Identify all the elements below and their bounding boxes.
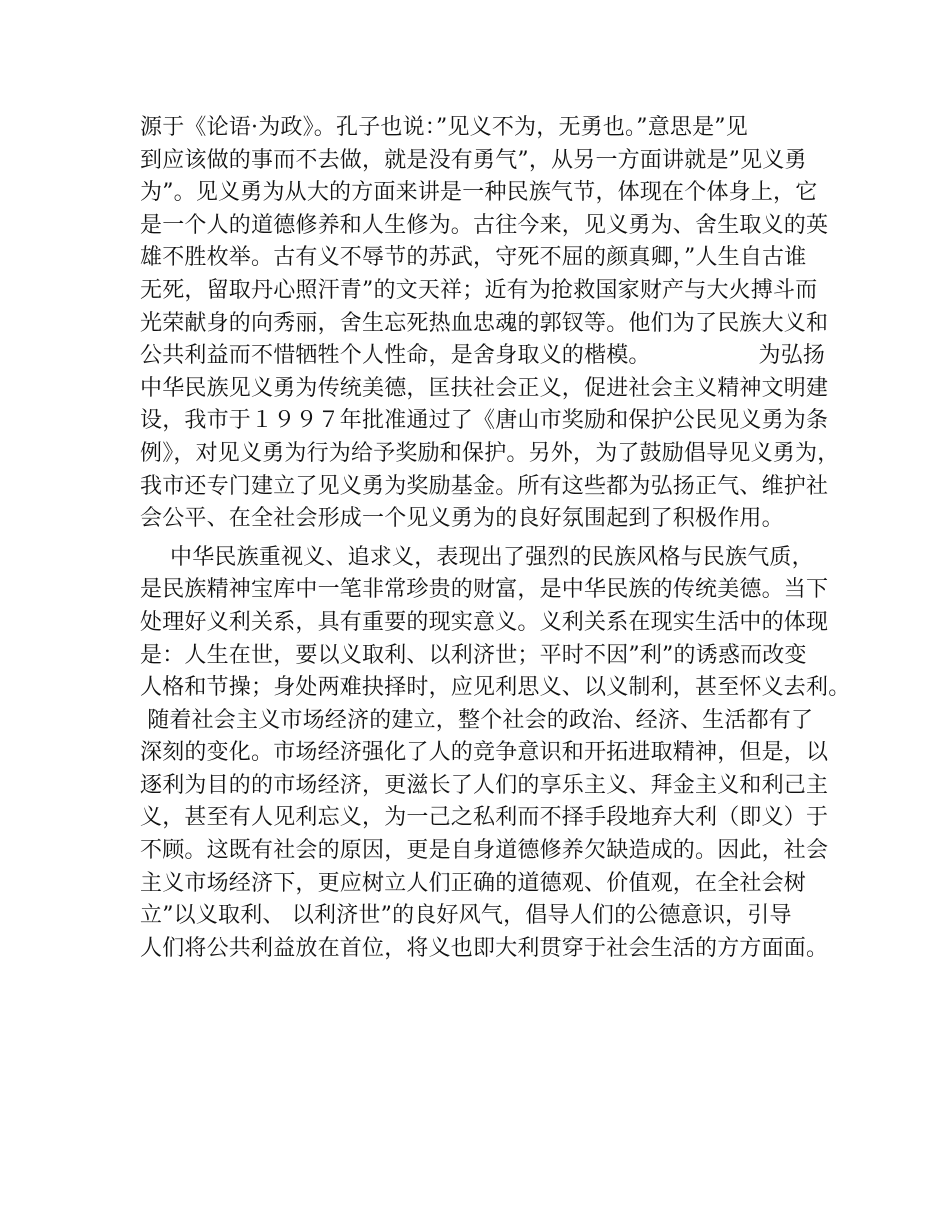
text-line: 我市还专门建立了见义勇为奖励基金。所有这些都为弘扬正气、维护社 — [140, 473, 829, 499]
text-line: 为”。见义勇为从大的方面来讲是一种民族气节，体现在个体身上，它 — [140, 180, 818, 206]
text-line: 到应该做的事而不去做，就是没有勇气”，从另一方面讲就是”见义勇 — [140, 147, 807, 173]
text-line: 无死，留取丹心照汗青”的文天祥；近有为抢救国家财产与大火搏斗而 — [140, 277, 818, 303]
text-line: 例》，对见义勇为行为给予奖励和保护。另外，为了鼓励倡导见义勇为， — [140, 440, 840, 466]
text-line: 人们将公共利益放在首位，将义也即大利贯穿于社会生活的方方面面。 — [140, 935, 829, 961]
text-line: 随着社会主义市场经济的建立，整个社会的政治、经济、生活都有了 — [140, 707, 814, 733]
text-line: 雄不胜枚举。古有义不辱节的苏武，守死不屈的颜真卿，”人生自古谁 — [140, 245, 807, 271]
text-line: 主义市场经济下，更应树立人们正确的道德观、价值观，在全社会树 — [140, 870, 807, 896]
text-line: 立”以义取利、 以利济世”的良好风气，倡导人们的公德意识，引导 — [140, 903, 792, 929]
text-line: 中华民族见义勇为传统美德，匡扶社会正义，促进社会主义精神文明建 — [140, 375, 829, 401]
text-line: 是：人生在世，要以义取利、以利济世；平时不因”利”的诱惑而改变 — [140, 642, 807, 668]
text-line: 是民族精神宝库中一笔非常珍贵的财富，是中华民族的传统美德。当下 — [140, 577, 829, 603]
paragraph-start-line: 中华民族重视义、追求义，表现出了强烈的民族风格与民族气质， — [170, 544, 814, 570]
text-line: 光荣献身的向秀丽，舍生忘死热血忠魂的郭钗等。他们为了民族大义和 — [140, 310, 829, 336]
text-line: 公共利益而不惜牺牲个人性命，是舍身取义的楷模。 为弘扬 — [140, 343, 826, 369]
text-line: 是一个人的道德修养和人生修为。古往今来，见义勇为、舍生取义的英 — [140, 212, 829, 238]
text-line: 处理好义利关系，具有重要的现实意义。义利关系在现实生活中的体现 — [140, 609, 829, 635]
text-line: 人格和节操；身处两难抉择时，应见利思义、以义制利，甚至怀义去利。 — [140, 675, 851, 701]
text-line: 深刻的变化。市场经济强化了人的竞争意识和开拓进取精神，但是，以 — [140, 740, 829, 766]
text-line: 设，我市于１９９７年批准通过了《唐山市奖励和保护公民见义勇为条 — [140, 408, 829, 434]
text-line: 义，甚至有人见利忘义，为一己之私利而不择手段地弃大利（即义）于 — [140, 805, 829, 831]
body-text — [140, 112, 851, 965]
text-line: 源于《论语·为政》。孔子也说：”见义不为，无勇也。”意思是”见 — [140, 115, 748, 140]
text-line: 逐利为目的的市场经济，更滋长了人们的享乐主义、拜金主义和利己主 — [140, 772, 829, 798]
text-line: 不顾。这既有社会的原因，更是自身道德修养欠缺造成的。因此，社会 — [140, 838, 829, 864]
text-line: 会公平、在全社会形成一个见义勇为的良好氛围起到了积极作用。 — [140, 506, 784, 532]
